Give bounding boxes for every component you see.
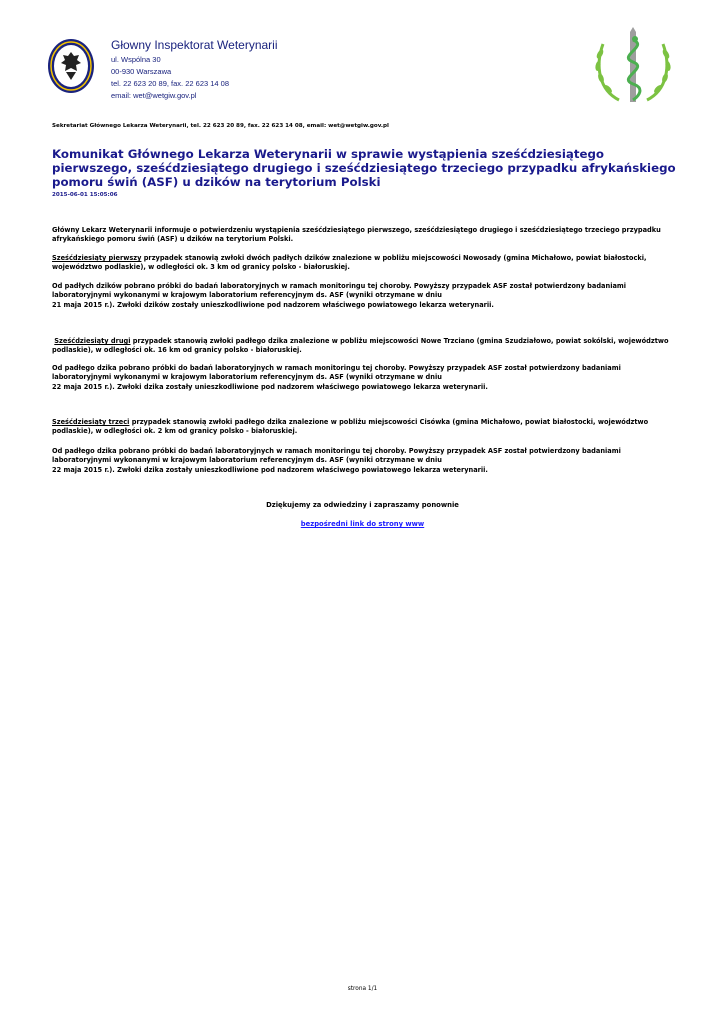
org-city: 00-930 Warszawa [111, 67, 172, 76]
org-header [111, 38, 278, 102]
case1-text: przypadek stanowią zwłoki dwóch padłych dzików znalezione w pobliżu miejscowości Nowosady (gmina Michałowo, powiat białostocki, województwo podlaskie), w odległości ok. 3 km od granicy polsko - białoruskiej. [52, 254, 647, 272]
case2-lab-2: 22 maja 2015 r.). Zwłoki dzika zostały unieszkodliwione pod nadzorem właściwego powiatowego lekarza weterynarii. [52, 382, 488, 391]
case1-lab-2: 21 maja 2015 r.). Zwłoki dzików zostały unieszkodliwione pod nadzorem właściwego powiatowego lekarza weterynarii. [52, 300, 494, 309]
case3-lab-1: Od padłego dzika pobrano próbki do badań laboratoryjnych w ramach monitoringu tej choroby. Powyższy przypadek ASF został potwierdzony badaniami laboratoryjnymi wykonanymi w krajowym laboratorium referencyjnym ds. ASF (wyniki otrzymane w dniu [52, 447, 621, 465]
case1-label: Sześćdziesiąty pierwszy [52, 254, 142, 262]
secretariat-contact: Sekretariat Głównego Lekarza Weterynarii, tel. 22 623 20 89, fax. 22 623 14 08, email: wet@wetgiw.gov.pl [52, 123, 389, 129]
vet-caduceus-wreath-icon [589, 26, 677, 110]
case1-paragraph [52, 254, 674, 273]
org-phone: tel. 22 623 20 89, fax. 22 623 14 08 [111, 79, 230, 88]
intro-paragraph: Główny Lekarz Weterynarii informuje o potwierdzeniu wystąpienia sześćdziesiątego pierwszego, sześćdziesiątego drugiego i sześćdziesiątego trzeciego przypadku afrykańskiego pomoru świń (ASF) u dzików na terytorium Polski. [52, 226, 661, 244]
case3-paragraph [52, 418, 674, 437]
case1-lab-1: Od padłych dzików pobrano próbki do badań laboratoryjnych w ramach monitoringu tej choroby. Powyższy przypadek ASF został potwierdzony badaniami laboratoryjnymi wykonanymi w krajowym laboratorium referencyjnym ds. ASF (wyniki otrzymane w dniu [52, 282, 627, 300]
direct-link[interactable]: bezpośredni link do strony www [300, 520, 425, 528]
org-email: email: wet@wetgiw.gov.pl [111, 91, 197, 100]
case2-lab-1: Od padłego dzika pobrano próbki do badań laboratoryjnych w ramach monitoringu tej choroby. Powyższy przypadek ASF został potwierdzony badaniami laboratoryjnymi wykonanymi w krajowym laboratorium referencyjnym ds. ASF (wyniki otrzymane w dniu [52, 364, 621, 382]
page-title: Komunikat Głównego Lekarza Weterynarii w sprawie wystąpienia sześćdziesiątego pierwszego, sześćdziesiątego drugiego i sześćdziesiątego trzeciego przypadku afrykańskiego pomoru świń (ASF) u dzików na terytorium Polski [52, 147, 676, 189]
thanks-text: Dziękujemy za odwiedziny i zapraszamy ponownie [266, 501, 459, 509]
org-street: ul. Wspólna 30 [111, 55, 161, 64]
org-name: Głowny Inspektorat Weterynarii [111, 38, 278, 52]
case3-label: Sześćdziesiąty trzeci [52, 418, 130, 426]
gliw-eagle-seal-icon [47, 38, 95, 94]
case2-text: przypadek stanowią zwłoki padłego dzika znalezione w pobliżu miejscowości Nowe Trzciano (gmina Szudziałowo, powiat sokólski, województwo podlaskie), w odległości ok. 16 km od granicy polsko - białoruskiej. [52, 337, 669, 355]
case3-lab-2: 22 maja 2015 r.). Zwłoki dzika zostały unieszkodliwione pod nadzorem właściwego powiatowego lekarza weterynarii. [52, 465, 488, 474]
case2-label: Sześćdziesiąty drugi [54, 337, 131, 345]
case3-text: przypadek stanowią zwłoki padłego dzika znalezione w pobliżu miejscowości Cisówka (gmina Michałowo, powiat białostocki, województwo podlaskie), w odległości ok. 2 km od granicy polsko - białoruskiej. [52, 418, 649, 436]
case1-lab-paragraph [52, 282, 674, 310]
case2-lab-paragraph [52, 364, 674, 392]
publish-date: 2015-06-01 15:05:06 [52, 192, 118, 198]
case2-paragraph [52, 337, 674, 356]
page-number: strona 1/1 [347, 986, 378, 992]
case3-lab-paragraph [52, 447, 674, 475]
